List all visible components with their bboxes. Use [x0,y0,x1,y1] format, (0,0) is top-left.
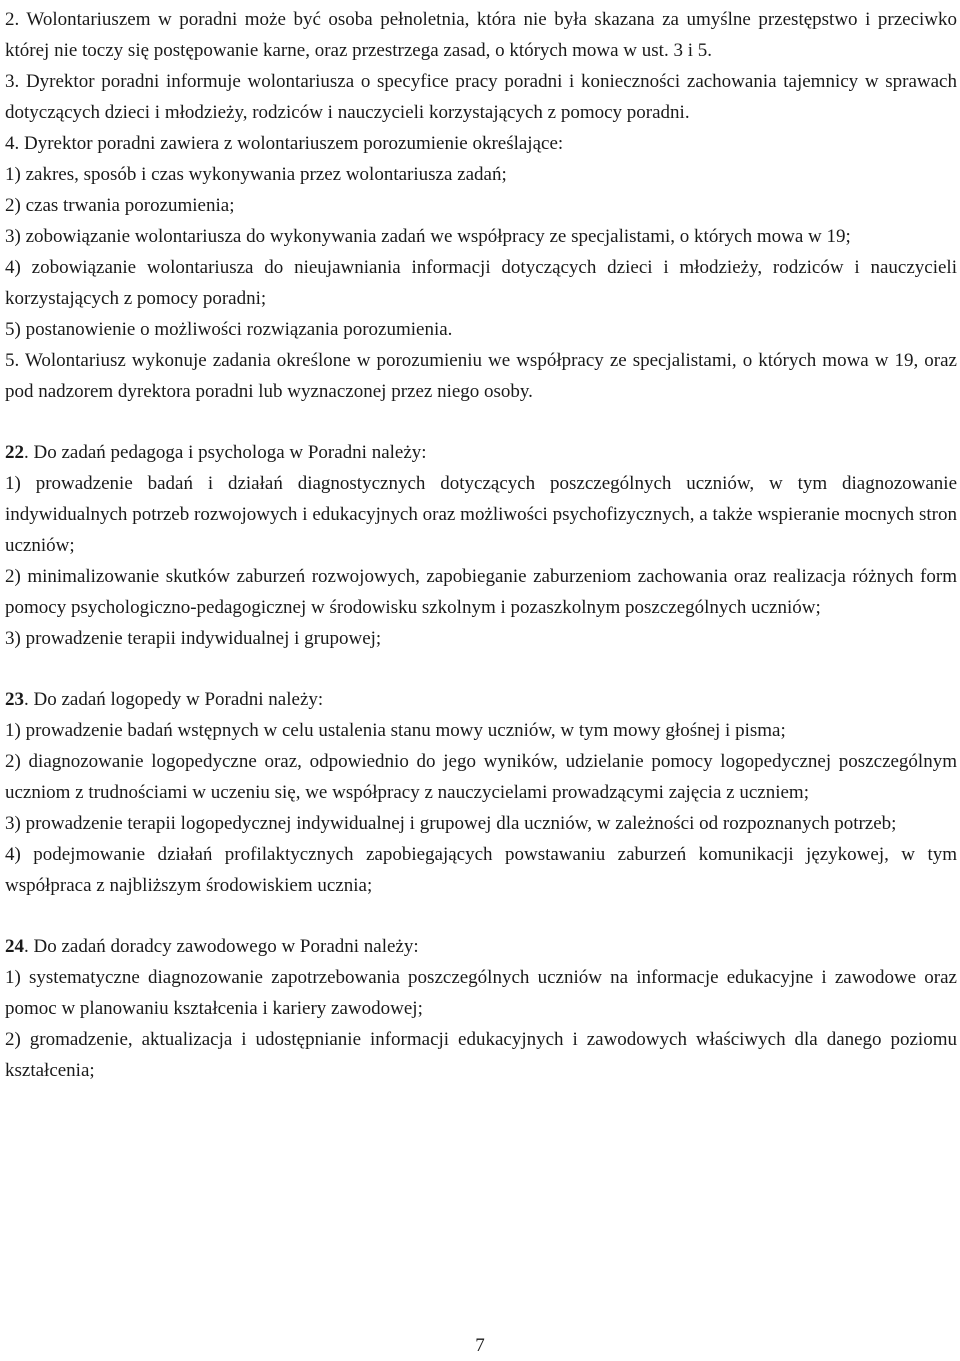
paragraph-5: 5. Wolontariusz wykonuje zadania określone w porozumieniu we współpracy ze specjalistami, o których mowa w 19, oraz pod nadzorem dyrektora poradni lub wyznaczonej przez niego osoby. [5,350,957,402]
section-spacer [5,407,957,437]
section-23-item-2: 2) diagnozowanie logopedyczne oraz, odpowiednio do jego wyników, udzielanie pomocy logopedycznej poszczególnym uczniom z trudnościami w uczeniu się, we współpracy z nauczycielami prowadzącymi zajęcia z uczniem; [5,751,957,803]
section-heading-text: . Do zadań doradcy zawodowego w Poradni należy: [24,936,419,957]
document-page [5,4,957,1086]
paragraph-4-item-4: 4) zobowiązanie wolontariusza do nieujawniania informacji dotyczących dzieci i młodzieży, rodziców i nauczycieli korzystających z pomocy poradni; [5,257,957,309]
paragraph-4-item-3: 3) zobowiązanie wolontariusza do wykonywania zadań we współpracy ze specjalistami, o których mowa w 19; [5,226,851,247]
section-24-item-2: 2) gromadzenie, aktualizacja i udostępnianie informacji edukacyjnych i zawodowych właściwych dla danego poziomu kształcenia; [5,1029,957,1081]
section-23-heading [5,684,957,715]
section-24-heading [5,931,957,962]
section-number: 22 [5,442,24,463]
section-22-item-3: 3) prowadzenie terapii indywidualnej i grupowej; [5,628,382,649]
paragraph-4-item-5: 5) postanowienie o możliwości rozwiązania porozumienia. [5,319,453,340]
section-heading-text: . Do zadań logopedy w Poradni należy: [24,689,324,710]
page-number: 7 [475,1335,485,1356]
section-spacer [5,901,957,931]
section-spacer [5,654,957,684]
paragraph-4: 4. Dyrektor poradni zawiera z wolontariuszem porozumienie określające: [5,133,564,154]
paragraph-4-item-1: 1) zakres, sposób i czas wykonywania przez wolontariusza zadań; [5,164,507,185]
paragraph-3: 3. Dyrektor poradni informuje wolontariusza o specyfice pracy poradni i konieczności zachowania tajemnicy w sprawach dotyczących dzieci i młodzieży, rodziców i nauczycieli korzystających z pomocy poradni. [5,71,957,123]
section-number: 23 [5,689,24,710]
paragraph-4-item-2: 2) czas trwania porozumienia; [5,195,235,216]
section-number: 24 [5,936,24,957]
section-23-item-1: 1) prowadzenie badań wstępnych w celu ustalenia stanu mowy uczniów, w tym mowy głośnej i pisma; [5,720,786,741]
section-22-heading [5,437,957,468]
section-23-item-4: 4) podejmowanie działań profilaktycznych zapobiegających powstawaniu zaburzeń komunikacji językowej, w tym współpraca z najbliższym środowiskiem ucznia; [5,844,957,896]
section-heading-text: . Do zadań pedagoga i psychologa w Poradni należy: [24,442,427,463]
section-23-item-3: 3) prowadzenie terapii logopedycznej indywidualnej i grupowej dla uczniów, w zależności od rozpoznanych potrzeb; [5,813,897,834]
section-22-item-1: 1) prowadzenie badań i działań diagnostycznych dotyczących poszczególnych uczniów, w tym diagnozowanie indywidualnych potrzeb rozwojowych i edukacyjnych oraz możliwości psychofizycznych, a także wspieranie mocnych stron uczniów; [5,473,957,556]
section-22-item-2: 2) minimalizowanie skutków zaburzeń rozwojowych, zapobieganie zaburzeniom zachowania oraz realizacja różnych form pomocy psychologiczno-pedagogicznej w środowisku szkolnym i pozaszkolnym poszczególnych uczniów; [5,566,957,618]
paragraph-2: 2. Wolontariuszem w poradni może być osoba pełnoletnia, która nie była skazana za umyślne przestępstwo i przeciwko której nie toczy się postępowanie karne, oraz przestrzega zasad, o których mowa w ust. 3 i 5. [5,9,957,61]
section-24-item-1: 1) systematyczne diagnozowanie zapotrzebowania poszczególnych uczniów na informacje edukacyjne i zawodowe oraz pomoc w planowaniu kształcenia i kariery zawodowej; [5,967,957,1019]
